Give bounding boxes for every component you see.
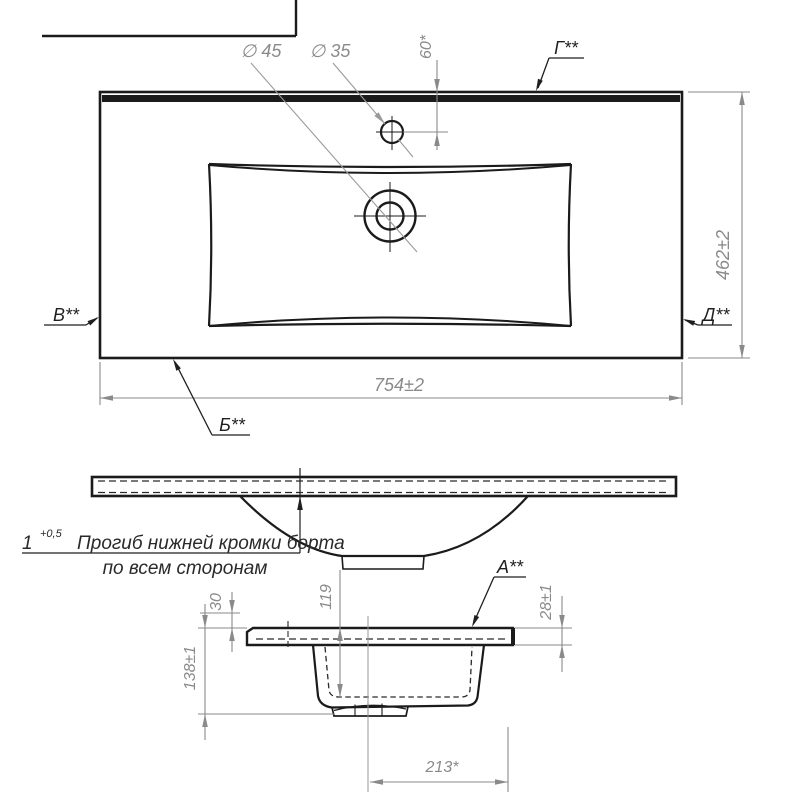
side-section-view — [182, 557, 572, 792]
bowl-depth-label: 119 — [318, 584, 335, 610]
deflection-value: 1 — [22, 533, 33, 554]
slab-thickness-label: 28±1 — [538, 584, 555, 620]
deflection-note-line2: по всем сторонам — [102, 558, 268, 579]
slab-thickness-dim — [559, 596, 565, 672]
drain-to-front-dim — [370, 779, 508, 785]
rim-offset-label: 30 — [208, 593, 225, 611]
total-height-dim — [202, 604, 208, 740]
width-dim-label: 754±2 — [374, 375, 424, 395]
front-slab-outline — [92, 477, 676, 496]
depth-dim-label: 462±2 — [713, 230, 733, 280]
drain-dia-label: ∅ 45 — [240, 41, 282, 61]
adjacent-frame-corner — [42, 0, 296, 36]
label-rim: А** — [496, 557, 524, 577]
label-top-edge: Г** — [554, 38, 578, 58]
label-top-edge-leader — [536, 58, 584, 91]
front-section-view — [22, 468, 676, 579]
label-bottom-edge: Б** — [219, 415, 245, 435]
side-bowl-hidden-inner — [325, 647, 472, 697]
rim-offset-dim — [229, 592, 235, 652]
faucet-offset-label: 60* — [418, 34, 435, 60]
front-drain-boss — [342, 556, 424, 569]
label-rim-leader — [472, 577, 526, 627]
faucet-dia-label: ∅ 35 — [309, 41, 351, 61]
side-slab-outline — [247, 628, 513, 645]
side-bowl-outline — [313, 645, 484, 708]
total-height-label: 138±1 — [182, 645, 199, 691]
deflection-note-line1: Прогиб нижней кромки борта — [77, 533, 345, 554]
deflection-tolerance: +0,5 — [40, 528, 62, 540]
plan-back-band — [102, 95, 680, 102]
side-drain-cap — [332, 703, 408, 717]
label-left-edge: В** — [52, 305, 80, 325]
plan-view — [44, 34, 750, 435]
drain-to-front-label: 213* — [425, 759, 459, 776]
label-right-edge: Д** — [702, 305, 730, 325]
